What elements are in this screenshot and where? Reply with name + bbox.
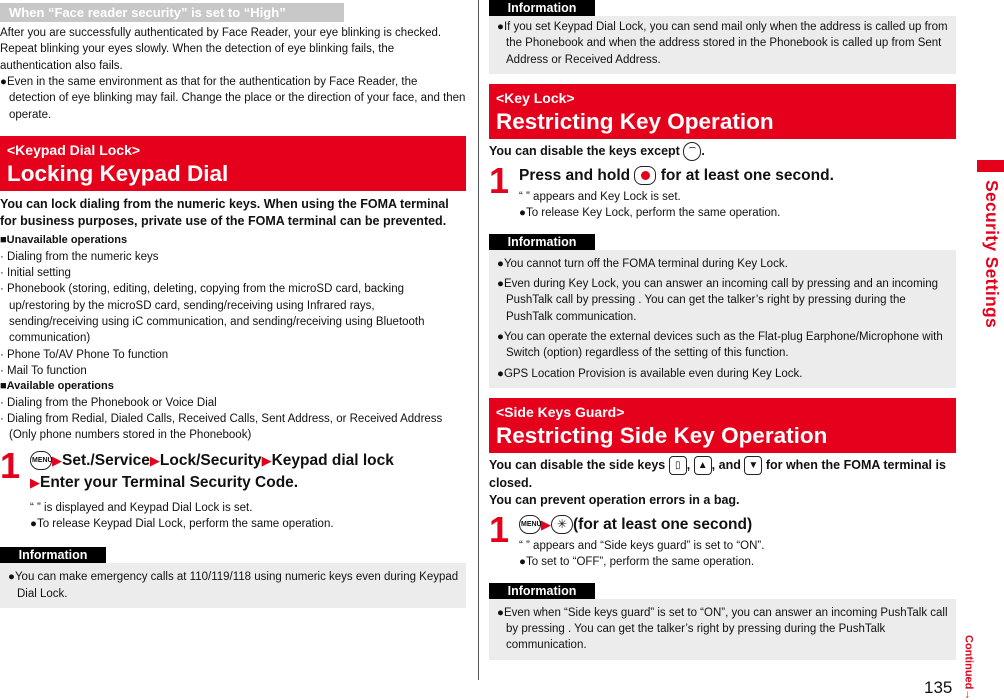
page-number: 135 [924, 678, 953, 697]
banner-title: Locking Keypad Dial [7, 160, 229, 186]
face-reader-note: ●Even in the same environment as that for the authentication by Face Reader, the detection of eye blinking may fail. Change the place or the direction of your face, and then operate. [0, 75, 466, 121]
banner-subtitle: <Key Lock> [496, 89, 575, 106]
info-box-key-lock [489, 234, 956, 388]
left-column [0, 0, 466, 608]
step-note: “ ” appears and “Side keys guard” is set to “ON”. [519, 539, 765, 552]
info-item: ●Even when “Side keys guard” is set to “ON”, you can answer an incoming PushTalk call by pressing . You can get the talker’s right by pressing during the PushTalk communication. [497, 606, 948, 652]
arrow-icon: ▶ [261, 452, 272, 468]
side-tab-label: Security Settings [981, 180, 1002, 329]
step-part: (for at least one second) [573, 515, 753, 533]
step-part: Lock/Security [159, 451, 262, 469]
column-divider [478, 0, 479, 680]
up-key-icon: ▲ [694, 456, 712, 475]
list-item: · Phonebook (storing, editing, deleting, copying from the microSD card, backing up/restoring by the microSD card, sending/receiving using Infrared rays, sending/receiving using iC communication, and sending/receiving using Bluetooth communication) [0, 283, 425, 345]
info-heading: Information [0, 547, 106, 563]
step-part: Keypad dial lock [271, 451, 394, 469]
unavailable-heading: ■Unavailable operations [0, 233, 128, 246]
arrow-icon: ▶ [52, 452, 62, 468]
step-part: for at least one second. [660, 166, 834, 184]
banner-title: Restricting Side Key Operation [496, 422, 828, 448]
info-body [489, 599, 956, 660]
info-heading: Information [489, 0, 595, 16]
key-lock-banner [489, 84, 956, 139]
step-note: ●To release Key Lock, perform the same operation. [519, 207, 781, 220]
info-heading: Information [489, 234, 595, 250]
info-body [489, 16, 956, 74]
list-item: · Phone To/AV Phone To function [0, 348, 169, 361]
info-box-mail [489, 0, 956, 74]
right-column [489, 0, 956, 660]
keypad-step-1 [0, 444, 466, 533]
banner-subtitle: <Keypad Dial Lock> [7, 141, 141, 158]
face-reader-text: After you are successfully authenticated by Face Reader, your eye blinking is checked. Repeat blinking your eyes slowly. When the detection of eye blinking fails, the authentication also fails. [0, 27, 442, 72]
info-item: ●You can make emergency calls at 110/119/118 using numeric keys even during Keypad Dial Lock. [8, 571, 459, 600]
step-title [519, 514, 956, 536]
menu-key-icon: MENU [30, 451, 52, 470]
down-key-icon: ▼ [744, 456, 762, 475]
key-lock-intro [489, 142, 956, 161]
list-item: · Dialing from the numeric keys [0, 250, 159, 263]
continued-label: Continued→ [962, 635, 975, 700]
intro-text: You can disable the side keys [489, 457, 666, 472]
step-number: 1 [0, 444, 21, 486]
step-note: ●To set to “OFF”, perform the same operation. [519, 556, 755, 569]
arrow-icon: ▶ [541, 516, 551, 532]
banner-subtitle: <Side Keys Guard> [496, 403, 625, 420]
step-title [519, 165, 956, 187]
keypad-dial-intro: You can lock dialing from the numeric keys. When using the FOMA terminal for business purposes, private use of the FOMA terminal can be prevented. [0, 196, 449, 229]
unavailable-list [0, 249, 466, 380]
section-side-tab [975, 160, 1004, 700]
list-item: · Dialing from the Phonebook or Voice Dial [0, 396, 217, 409]
step-number: 1 [489, 508, 510, 550]
side-tab-bar [977, 160, 1004, 172]
end-key-icon: ⌒ [683, 142, 701, 161]
intro-text: . [701, 143, 705, 158]
step-part: Press and hold [519, 166, 631, 184]
intro-text: You can prevent operation errors in a bag. [489, 493, 740, 508]
menu-key-icon: MENU [519, 515, 541, 534]
info-body [0, 563, 466, 608]
info-item: ●You cannot turn off the FOMA terminal during Key Lock. [497, 257, 788, 270]
info-box-side-keys [489, 583, 956, 660]
step-note: ●To release Keypad Dial Lock, perform the same operation. [30, 518, 334, 531]
info-body [489, 250, 956, 388]
info-item: ●Even during Key Lock, you can answer an incoming call by pressing and an incoming PushTalk call by pressing . You can get the talker’s right by pressing during the PushTalk communication. [497, 277, 938, 323]
side-keys-banner [489, 398, 956, 453]
key-lock-step-1 [489, 159, 956, 222]
list-item: · Initial setting [0, 266, 71, 279]
keypad-dial-lock-banner [0, 136, 466, 191]
step-part: Set./Service [62, 451, 150, 469]
face-reader-pill: When “Face reader security” is set to “High” [0, 3, 344, 22]
step-number: 1 [489, 159, 510, 201]
asterisk-key-icon: ✳ [551, 515, 573, 534]
list-item: · Mail To function [0, 364, 87, 377]
info-item: ●You can operate the external devices such as the Flat-plug Earphone/Microphone with Switch (option) regardless of the setting of this function. [497, 330, 943, 360]
intro-text: for when the FOMA terminal is closed. [489, 457, 946, 490]
list-item: · Dialing from Redial, Dialed Calls, Received Calls, Sent Address, or Received Address (Only phone numbers stored in the Phonebook) [0, 413, 443, 442]
arrow-icon: ▶ [149, 452, 160, 468]
available-heading: ■Available operations [0, 380, 114, 393]
step-part: Enter your Terminal Security Code. [40, 473, 299, 491]
side-keys-step-1 [489, 508, 956, 571]
info-item: ●GPS Location Provision is available even during Key Lock. [497, 367, 803, 380]
intro-text: , and [711, 457, 741, 472]
banner-title: Restricting Key Operation [496, 108, 774, 134]
info-item: ●If you set Keypad Dial Lock, you can send mail only when the address is called up from the Phonebook and when the address stored in the Phonebook is called up from Sent Address or Received Address. [497, 21, 948, 66]
info-box-keypad [0, 547, 466, 608]
step-title [30, 450, 466, 494]
step-note: “ ” appears and Key Lock is set. [519, 190, 681, 203]
intro-text: You can disable the keys except [489, 143, 680, 158]
side-keys-intro: You can disable the side keys ▯ , ▲ , and ▼ for when the FOMA terminal is closed. You can prevent operation errors in a bag. [489, 457, 946, 508]
arrow-icon: ▶ [30, 474, 40, 490]
side-key-icon: ▯ [669, 456, 687, 475]
center-key-icon [634, 166, 656, 185]
step-note: “ ” is displayed and Keypad Dial Lock is set. [30, 501, 253, 514]
available-list [0, 395, 466, 444]
info-heading: Information [489, 583, 595, 599]
